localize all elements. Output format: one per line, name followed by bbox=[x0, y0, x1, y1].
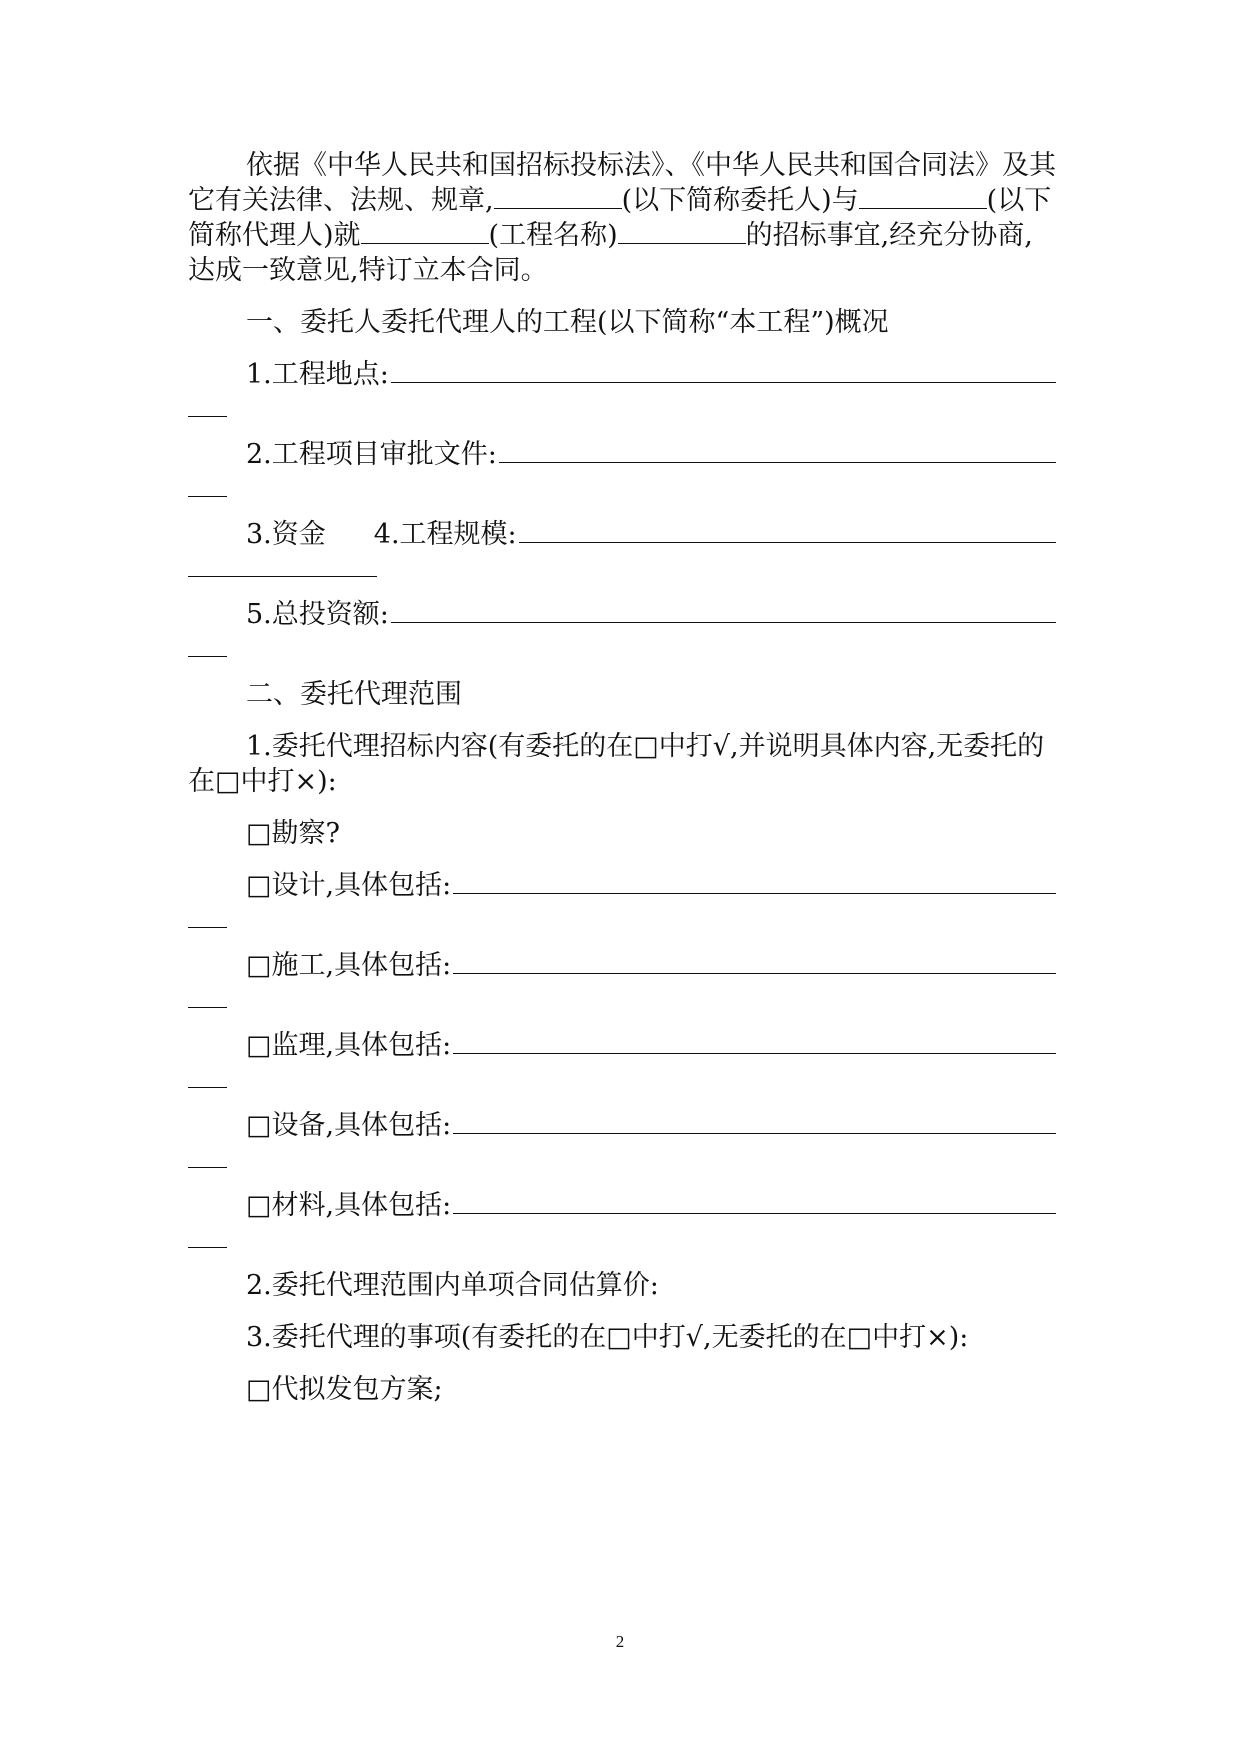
total-investment-blank bbox=[391, 598, 1056, 623]
option-construction-row bbox=[188, 948, 1056, 983]
bidding-content-item: 1.委托代理招标内容(有委托的在□中打√,并说明具体内容,无委托的在□中打×): bbox=[188, 731, 1045, 797]
option-supervision-label: □监理,具体包括: bbox=[246, 1030, 452, 1061]
approval-docs-tail bbox=[188, 472, 1056, 507]
estimated-price-item: 2.委托代理范围内单项合同估算价: bbox=[246, 1270, 659, 1301]
project-location-row bbox=[188, 357, 1056, 392]
option-design-tail bbox=[188, 903, 1056, 938]
option-construction-label: □施工,具体包括: bbox=[246, 950, 452, 981]
scale-tail bbox=[188, 552, 1056, 587]
option-supervision-tail bbox=[188, 1063, 1056, 1098]
option-design-row bbox=[188, 868, 1056, 903]
agent-blank bbox=[859, 184, 987, 209]
scale-blank bbox=[519, 518, 1056, 543]
option-equipment-label: □设备,具体包括: bbox=[246, 1110, 452, 1141]
option-materials-blank bbox=[453, 1189, 1056, 1214]
project-location-tail bbox=[188, 392, 1056, 427]
intro-text-3: (以下简称代理人)就 bbox=[188, 185, 1052, 251]
total-investment-tail bbox=[188, 632, 1056, 667]
project-location-label: 1.工程地点: bbox=[246, 359, 389, 390]
approval-docs-blank bbox=[499, 438, 1056, 463]
intro-text-2: (以下简称委托人)与 bbox=[621, 185, 859, 216]
scale-label: 4.工程规模: bbox=[373, 519, 517, 550]
option-materials-tail bbox=[188, 1223, 1056, 1258]
option-construction-blank bbox=[453, 949, 1056, 974]
approval-docs-label: 2.工程项目审批文件: bbox=[246, 439, 497, 470]
option-design-label: □设计,具体包括: bbox=[246, 870, 452, 901]
option-equipment-blank bbox=[453, 1109, 1056, 1134]
intro-paragraph bbox=[188, 148, 1056, 288]
intro-text-5: 的招标事宜,经充分协商,达成一致意见,特订立本合同。 bbox=[188, 220, 1033, 286]
section-1-heading: 一、委托人委托代理人的工程(以下简称“本工程”)概况 bbox=[246, 307, 889, 338]
option-construction-tail bbox=[188, 983, 1056, 1018]
option-supervision-row bbox=[188, 1028, 1056, 1063]
document-body bbox=[188, 148, 1056, 1407]
total-investment-row bbox=[188, 597, 1056, 632]
page-number: 2 bbox=[615, 1632, 625, 1651]
option-equipment-tail bbox=[188, 1143, 1056, 1178]
option-survey: □勘察? bbox=[246, 818, 340, 849]
funds-label: 3.资金 bbox=[246, 519, 326, 550]
funds-scale-row bbox=[188, 517, 1056, 552]
approval-docs-row bbox=[188, 437, 1056, 472]
option-design-blank bbox=[453, 869, 1056, 894]
intro-text-4: (工程名称) bbox=[488, 220, 618, 251]
project-location-blank bbox=[391, 358, 1056, 383]
principal-blank bbox=[494, 184, 622, 209]
total-investment-label: 5.总投资额: bbox=[246, 599, 389, 630]
intro-text-1: 依据《中华人民共和国招标投标法》、《中华人民共和国合同法》及其它有关法律、法规、规章, bbox=[188, 150, 1056, 216]
project-scope-blank bbox=[618, 219, 746, 244]
option-materials-label: □材料,具体包括: bbox=[246, 1190, 452, 1221]
delegated-matters-item: 3.委托代理的事项(有委托的在□中打√,无委托的在□中打×): bbox=[246, 1322, 969, 1353]
option-equipment-row bbox=[188, 1108, 1056, 1143]
option-materials-row bbox=[188, 1188, 1056, 1223]
option-supervision-blank bbox=[453, 1029, 1056, 1054]
project-name-blank bbox=[361, 219, 489, 244]
section-2-heading: 二、委托代理范围 bbox=[246, 679, 462, 710]
option-draft-plan: □代拟发包方案; bbox=[246, 1374, 443, 1405]
